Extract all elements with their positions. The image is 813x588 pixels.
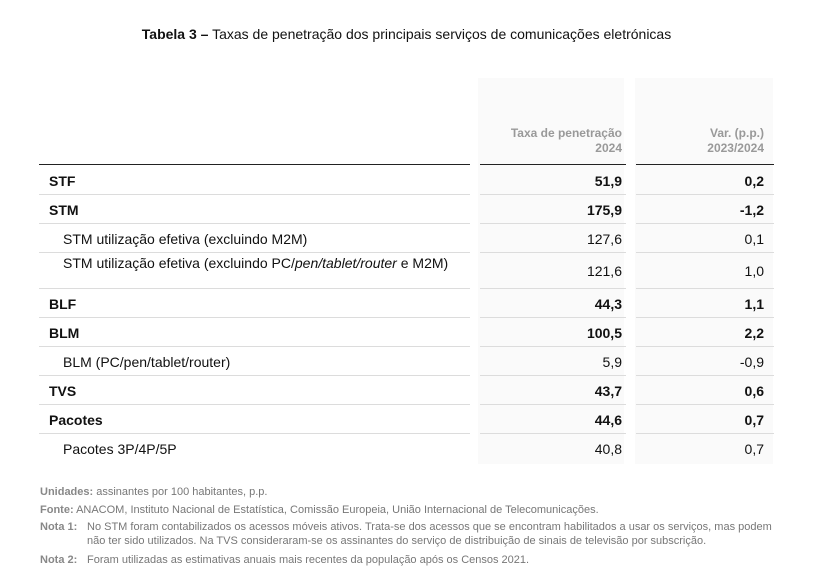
row-variation-value: 0,6 (744, 382, 764, 399)
row-variation-value: 0,2 (744, 172, 764, 189)
row-variation-value: -1,2 (739, 201, 764, 218)
row-penetration-value: 40,8 (594, 440, 622, 457)
column-header-variation (637, 126, 764, 156)
row-variation-value: 1,1 (744, 295, 764, 312)
table-row (0, 318, 813, 347)
header-rule-label (39, 164, 470, 165)
table-row (0, 434, 813, 463)
row-label-italic: pen/tablet/router (294, 255, 397, 271)
row-variation-value: -0,9 (739, 353, 764, 370)
table-row (0, 405, 813, 434)
table-row (0, 195, 813, 224)
row-variation-value: 0,7 (744, 440, 764, 457)
row-label: BLM (49, 324, 80, 341)
row-label: TVS (49, 382, 77, 399)
row-label (63, 255, 463, 271)
row-penetration-value: 100,5 (586, 324, 622, 341)
row-variation-value: 2,2 (744, 324, 764, 341)
table-row (0, 376, 813, 405)
row-variation-value: 0,7 (744, 411, 764, 428)
row-label: Pacotes (49, 411, 103, 428)
header-rule-penetration (480, 164, 626, 165)
row-label: BLM (PC/pen/tablet/router) (63, 353, 231, 370)
column-header-penetration-line2: 2024 (595, 141, 622, 155)
row-penetration-value: 44,3 (594, 295, 622, 312)
row-variation-value: 0,1 (744, 230, 764, 247)
source-line (40, 503, 599, 517)
row-label-part: e M2M) (396, 255, 449, 271)
note-1-text: No STM foram contabilizados os acessos móveis ativos. Trata-se dos acessos que se encontram habilitados a usar os serviços, mas podem não ter sido utilizados. Na TVS consideraram-se os assinantes do serviço de distribuição de sinais de televisão por subscrição. (87, 521, 772, 547)
source-label: Fonte: (40, 504, 74, 516)
row-label: STM (49, 201, 79, 218)
source-text: ANACOM, Instituto Nacional de Estatística, Comissão Europeia, União Internacional de Telecomunicações. (76, 504, 599, 516)
row-penetration-value: 5,9 (602, 353, 622, 370)
table-row (0, 166, 813, 195)
row-penetration-value: 175,9 (586, 201, 622, 218)
row-label: BLF (49, 295, 77, 312)
table-row (0, 253, 813, 289)
column-header-penetration (480, 126, 622, 156)
row-label-part: STM utilização efetiva (excluindo PC/ (63, 255, 295, 271)
table-row (0, 347, 813, 376)
header-rule-variation (636, 164, 774, 165)
row-variation-value: 1,0 (744, 263, 764, 279)
row-label: STM utilização efetiva (excluindo M2M) (63, 230, 308, 247)
table-title-prefix: Tabela 3 – (141, 26, 209, 42)
row-label: Pacotes 3P/4P/5P (63, 440, 177, 457)
row-penetration-value: 44,6 (594, 411, 622, 428)
table-body (0, 166, 813, 463)
units-label: Unidades: (40, 486, 94, 498)
row-penetration-value: 51,9 (594, 172, 622, 189)
column-header-penetration-line1: Taxa de penetração (510, 126, 622, 140)
table-title (0, 26, 813, 42)
units-line (40, 485, 267, 499)
row-penetration-value: 43,7 (594, 382, 622, 399)
row-penetration-value: 121,6 (586, 263, 622, 279)
column-header-variation-line2: 2023/2024 (707, 141, 764, 155)
column-header-variation-line1: Var. (p.p.) (709, 126, 764, 140)
row-penetration-value: 127,6 (586, 230, 622, 247)
table-row (0, 224, 813, 253)
table-title-text: Taxas de penetração dos principais serviços de comunicações eletrónicas (212, 26, 672, 42)
units-text: assinantes por 100 habitantes, p.p. (96, 486, 268, 498)
row-label: STF (49, 172, 76, 189)
note-2-text: Foram utilizadas as estimativas anuais mais recentes da população após os Censos 2021. (87, 554, 530, 566)
table-row (0, 289, 813, 318)
note-1-label: Nota 1: (40, 521, 78, 533)
note-2-label: Nota 2: (40, 554, 78, 566)
